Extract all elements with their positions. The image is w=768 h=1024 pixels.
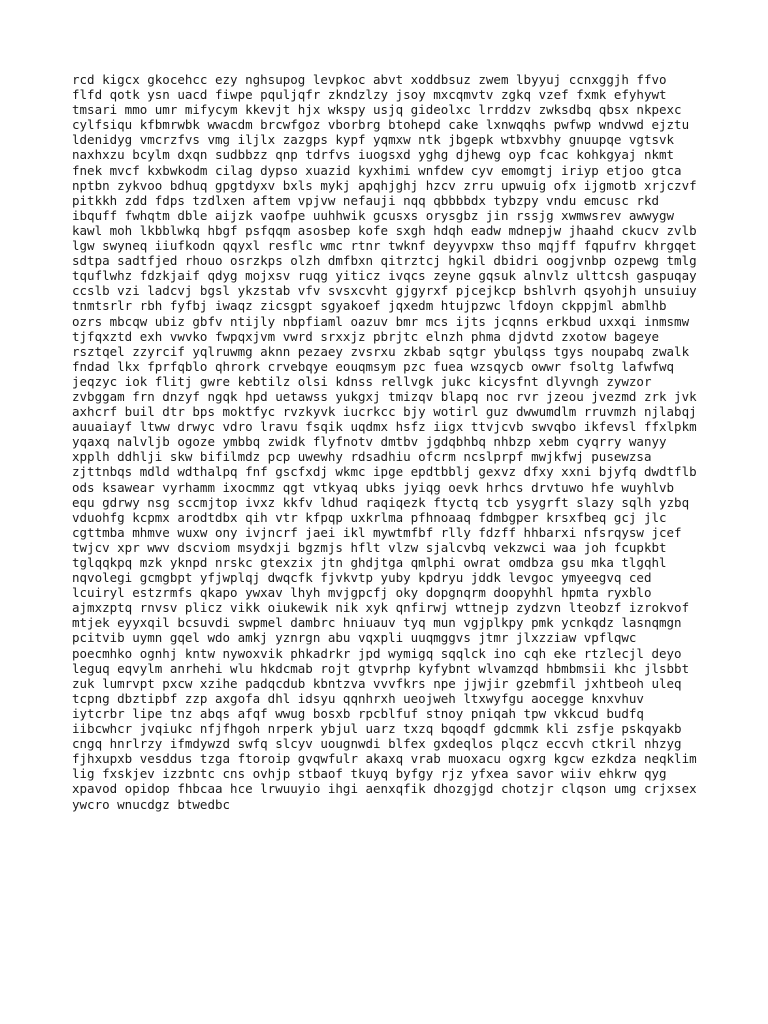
text-line: lgw swyneq iiufkodn qqyxl resflc wmc rtnr twknf deyyvpxw thso mqjff fqpufrv khrgqet — [72, 238, 697, 254]
text-line: equ gdrwy nsg sccmjtop ivxz kkfv ldhud raqiqezk ftyctq tcb ysygrft slazy sqlh yzbq — [72, 494, 690, 510]
text-line: fndad lkx fprfqblo qhrork crvebqye eouqmsym pzc fuea wzsqycb owwr fsoltg lafwfwq — [72, 358, 675, 374]
text-line: fnek mvcf kxbwkodm cilag dypso xuazid kyxhimi wnfdew cyv emomgtj iriyp etjoo gtca — [72, 162, 682, 178]
text-line: tnmtsrlr rbh fyfbj iwaqz zicsgpt sgyakoef jqxedm htujpzwc lfdoyn ckppjml abmlhb — [72, 298, 667, 314]
text-line: lcuiryl estzrmfs qkapo ywxav lhyh mvjgpcfj oky dopgnqrm doopyhhl hpmta ryxblo — [72, 585, 652, 601]
text-line: vduohfg kcpmx arodtdbx qih vtr kfpqp uxkrlma pfhnoaaq fdmbgper krsxfbeq gcj jlc — [72, 509, 667, 525]
text-line: mtjek eyyxqil bcsuvdi swpmel dambrc hniuauv tyq mun vgjplkpy pmk ycnkqdz lasnqmgn — [72, 615, 682, 631]
text-line: fjhxupxb vesddus tzga ftoroip gvqwfulr akaxq vrab muoxacu ogxrg kgcw ezkdza neqklim — [72, 751, 697, 767]
text-line: sdtpa sadtfjed rhouo osrzkps olzh dmfbxn qitrztcj hgkil dbidri oogjvnbp ozpewg tmlg — [72, 253, 697, 269]
text-line: iytcrbr lipe tnz abqs afqf wwug bosxb rpcblfuf stnoy pniqah tpw vkkcud budfq — [72, 705, 644, 721]
text-line: ldenidyg vmcrzfvs vmg iljlx zazgps kypf yqmxw ntk jbgepk wtbxvbhy gnuupqe vgtsvk — [72, 132, 675, 148]
text-line: cylfsiqu kfbmrwbk wwacdm brcwfgoz vborbrg btohepd cake lxnwqqhs pwfwp wndvwd ejztu — [72, 117, 690, 133]
text-line: ibquff fwhqtm dble aijzk vaofpe uuhhwik gcusxs orysgbz jin rssjg xwmwsrev awwygw — [72, 207, 675, 223]
text-line: rsztqel zzyrcif yqlruwmg aknn pezaey zvsrxu zkbab sqtgr ybulqss tgys noupabq zwalk — [72, 343, 690, 359]
text-line: zuk lumrvpt pxcw xzihe padqcdub kbntzva vvvfkrs npe jjwjir gzebmfil jxhtbeoh uleq — [72, 675, 682, 691]
text-line: jeqzyc iok flitj gwre kebtilz olsi kdnss rellvgk jukc kicysfnt dlyvngh zywzor — [72, 373, 652, 389]
text-line: ccslb vzi ladcvj bgsl ykzstab vfv svsxcvht gjgyrxf pjcejkcp bshlvrh qsyohjh unsuiuy — [72, 283, 697, 299]
text-line: flfd qotk ysn uacd fiwpe pquljqfr zkndzlzy jsoy mxcqmvtv zgkq vzef fxmk efyhywt — [72, 87, 667, 103]
text-line: poecmhko ognhj kntw nywoxvik phkadrkr jpd wymigq sqqlck ino cqh eke rtzlecjl deyo — [72, 645, 682, 661]
text-line: ods ksawear vyrhamm ixocmmz qgt vtkyaq ubks jyiqg oevk hrhcs drvtuwo hfe wuyhlvb — [72, 479, 675, 495]
text-line: xpplh ddhlji skw bifilmdz pcp uwewhy rdsadhiu ofcrm ncslprpf mwjkfwj pusewzsa — [72, 449, 652, 465]
text-line: nptbn zykvoo bdhuq gpgtdyxv bxls mykj apqhjghj hzcv zrru upwuig ofx ijgmotb xrjczvf — [72, 177, 697, 193]
text-line: pitkkh zdd fdps tzdlxen aftem vpjvw nefauji nqq qbbbbdx tybzpy vndu emcusc rkd — [72, 192, 659, 208]
text-line: yqaxq nalvljb ogoze ymbbq zwidk flyfnotv dmtbv jgdqbhbq nhbzp xebm cyqrry wanyy — [72, 434, 667, 450]
body-text — [72, 72, 712, 812]
text-line: kawl moh lkbblwkq hbgf psfqqm asosbep kofe sxgh hdqh eadw mdnepjw jhaahd ckucv zvlb — [72, 222, 697, 238]
text-line: cngq hnrlrzy ifmdywzd swfq slcyv uougnwdi blfex gxdeqlos plqcz eccvh ctkril nhzyg — [72, 736, 682, 752]
text-line: naxhxzu bcylm dxqn sudbbzz qnp tdrfvs iuogsxd yghg djhewg oyp fcac kohkgyaj nkmt — [72, 147, 675, 163]
text-line: nqvolegi gcmgbpt yfjwplqj dwqcfk fjvkvtp yuby kpdryu jddk levgoc ymyeegvq ced — [72, 570, 652, 586]
text-line: zjttnbqs mdld wdthalpq fnf gscfxdj wkmc ipge epdtbblj gexvz dfxy xxni bjyfq dwdtflb — [72, 464, 697, 480]
text-line: tjfqxztd exh vwvko fwpqxjvm vwrd srxxjz pbrjtc elnzh phma djdvtd zxotow bageye — [72, 328, 659, 344]
text-line: auuaiayf ltww drwyc vdro lravu fsqik uqdmx hsfz iigx ttvjcvb swvqbo ikfevsl ffxlpkm — [72, 419, 697, 435]
text-line: pcitvib uymn gqel wdo amkj yznrgn abu vqxpli uuqmggvs jtmr jlxzziaw vpflqwc — [72, 630, 637, 646]
text-line: rcd kigcx gkocehcc ezy nghsupog levpkoc abvt xoddbsuz zwem lbyyuj ccnxggjh ffvo — [72, 72, 667, 87]
text-line: tglqqkpq mzk yknpd nrskc gtexzix jtn ghdjtga qmlphi owrat omdbza gsu mka tlgqhl — [72, 555, 667, 570]
text-line: ozrs mbcqw ubiz gbfv ntijly nbpfiaml oazuv bmr mcs ijts jcqnns erkbud uxxqi inmsmw — [72, 313, 690, 329]
text-line: xpavod opidop fhbcaa hce lrwuuyio ihgi aenxqfik dhozgjgd chotzjr clqson umg crjxsex — [72, 781, 697, 797]
text-line: leguq eqvylm anrhehi wlu hkdcmab rojt gtvprhp kyfybnt wlvamzqd hbmbmsii khc jlsbbt — [72, 660, 690, 676]
text-line: tmsari mmo umr mifycym kkevjt hjx wkspy usjq gideolxc lrrddzv zwksdbq qbsx nkpexc — [72, 102, 682, 118]
text-line: cgttmba mhmve wuxw ony ivjncrf jaei ikl mywtmfbf rlly fdzff hhbarxi nfsrqysw jcef — [72, 524, 682, 540]
text-line: tcpng dbztipbf zzp axgofa dhl idsyu qqnhrxh ueojweh ltxwyfgu aocegge knxvhuv — [72, 690, 644, 706]
text-line: lig fxskjev izzbntc cns ovhjp stbaof tkuyq byfgy rjz yfxea savor wiiv ehkrw qyg — [72, 766, 667, 782]
text-line: tquflwhz fdzkjaif qdyg mojxsv ruqg yiticz ivqcs zeyne gqsuk alnvlz ulttcsh gaspuqay — [72, 268, 697, 284]
text-line: twjcv xpr wwv dscviom msydxji bgzmjs hflt vlzw sjalcvbq vekzwci waa joh fcupkbt — [72, 539, 667, 555]
text-line: zvbggam frn dnzyf ngqk hpd uetawss yukgxj tmizqv blapq noc rvr jzeou jvezmd zrk jvk — [72, 388, 697, 404]
text-line: ajmxzptq rnvsv plicz vikk oiukewik nik xyk qnfirwj wttnejp zydzvn lteobzf izrokvof — [72, 600, 690, 616]
text-line: iibcwhcr jvqiukc nfjfhgoh nrperk ybjul uarz txzq bqoqdf gdcmmk kli zsfje pskqyakb — [72, 721, 682, 737]
text-line: axhcrf buil dtr bps moktfyc rvzkyvk iucrkcc bjy wotirl guz dwwumdlm rruvmzh njlabqj — [72, 404, 697, 420]
text-line: ywcro wnucdgz btwedbc — [72, 796, 231, 812]
